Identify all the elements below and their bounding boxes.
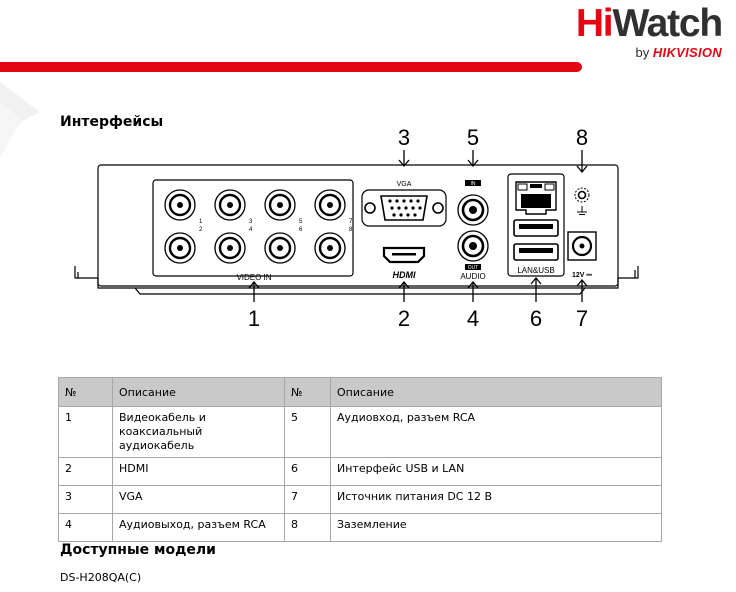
audio-rca-ports [458,180,488,281]
header-description: Описание [113,378,285,407]
channel-numbers [199,219,353,233]
header-num: № [285,378,331,407]
ground-screw [575,188,589,215]
hiwatch-logo [576,2,722,60]
cell-description: Источник питания DC 12 В [331,486,662,514]
cell-num: 3 [59,486,113,514]
callout-6: 6 [529,306,543,331]
table-row [59,514,662,542]
video-in-bnc-connectors [165,190,345,263]
audio-label: AUDIO [460,272,486,281]
callout-4: 4 [466,306,480,331]
logo-hi: Hi [575,2,613,45]
cell-num: 4 [59,514,113,542]
cell-num: 7 [285,486,331,514]
audio-in-label: IN [470,181,476,187]
model-name: DS-H208QA(C) [60,571,142,584]
callout-2: 2 [397,306,411,331]
logo-parent: HIKVISION [652,45,722,60]
cell-num: 1 [59,407,113,458]
cell-description: Интерфейс USB и LAN [331,458,662,486]
vga-port [362,181,446,226]
lan-usb-label: LAN&USB [517,266,555,275]
rear-panel-diagram [40,120,650,335]
logo-watch: Watch [612,2,722,45]
interface-table [58,377,662,542]
logo-by: by [635,45,650,60]
cell-num: 5 [285,407,331,458]
channel-number: 3 [249,219,253,225]
channel-number: 1 [199,219,203,225]
cell-description: Заземление [331,514,662,542]
cell-num: 2 [59,458,113,486]
cell-num: 6 [285,458,331,486]
lan-usb-ports [508,174,564,276]
cell-description: HDMI [113,458,285,486]
channel-number: 4 [249,227,253,233]
cell-description: Аудиовход, разъем RCA [331,407,662,458]
table-row [59,486,662,514]
models-heading: Доступные модели [60,542,216,558]
power-jack [568,232,596,279]
cell-num: 8 [285,514,331,542]
callout-5: 5 [466,125,480,150]
cell-description: VGA [113,486,285,514]
callout-8: 8 [575,125,589,150]
hdmi-label: HDMI [392,270,416,280]
channel-number: 8 [349,227,353,233]
callout-7: 7 [575,306,589,331]
hdmi-port [384,248,424,280]
table-row [59,407,662,458]
callout-1: 1 [247,306,261,331]
video-in-label: VIDEO IN [236,273,272,282]
callout-3: 3 [397,125,411,150]
power-label: 12V ⎓ [572,272,592,279]
channel-number: 7 [349,219,353,225]
header-red-bar [0,62,582,72]
channel-number: 5 [299,219,303,225]
interfaces-heading: Интерфейсы [60,114,164,130]
table-header-row [59,378,662,407]
cell-description: Аудиовыход, разъем RCA [113,514,285,542]
header-description: Описание [331,378,662,407]
header-num: № [59,378,113,407]
channel-number: 6 [299,227,303,233]
audio-out-label: OUT [467,265,479,271]
channel-number: 2 [199,227,203,233]
table-row [59,458,662,486]
vga-label: VGA [396,181,412,188]
cell-description: Видеокабель и коаксиальный аудиокабель [113,407,285,458]
